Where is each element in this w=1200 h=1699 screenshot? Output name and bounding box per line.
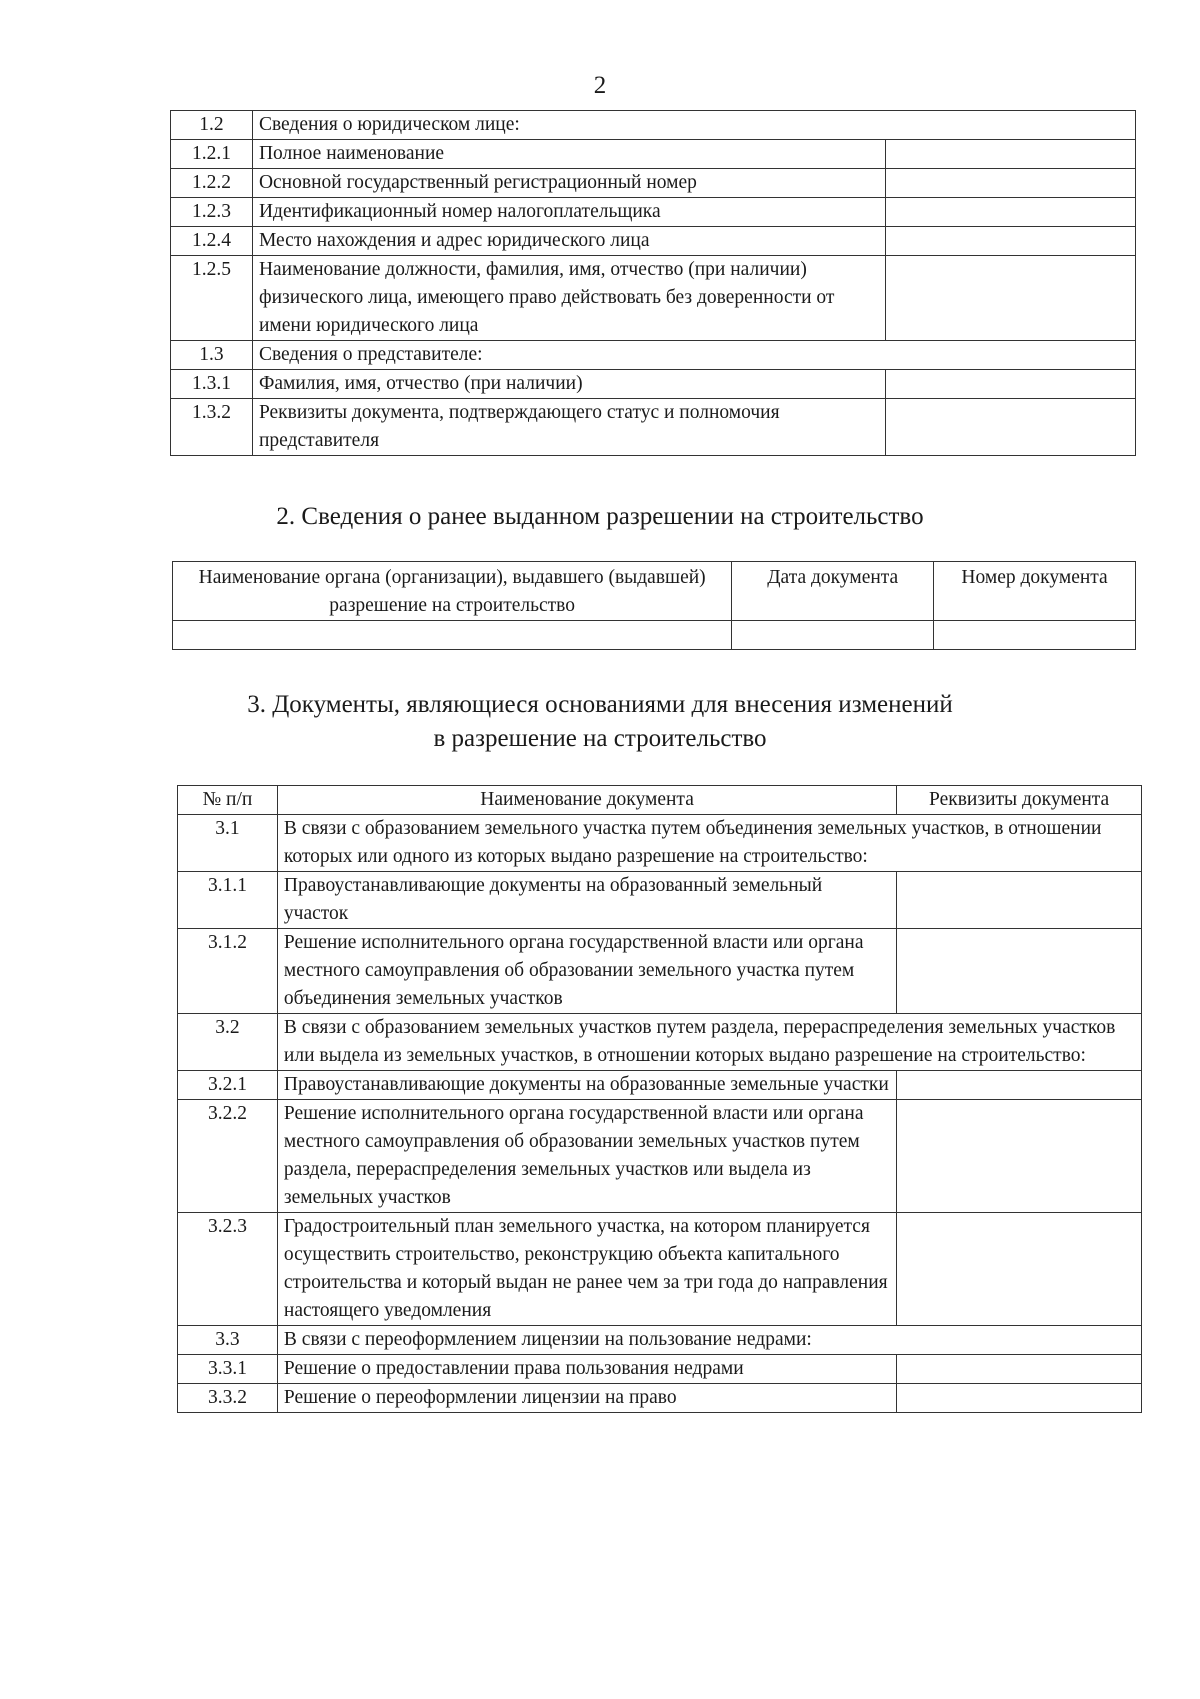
column-header: № п/п (178, 786, 278, 815)
column-header: Дата документа (732, 562, 934, 621)
row-label: Решение о предоставлении права пользования недрами (277, 1355, 896, 1384)
row-number: 3.3 (178, 1326, 278, 1355)
row-number: 3.2.3 (178, 1213, 278, 1326)
row-number: 3.2.1 (178, 1071, 278, 1100)
value-cell[interactable] (886, 140, 1136, 169)
row-label: Градостроительный план земельного участка, на котором планируется осуществить строительство, реконструкцию объекта капитального строительства и который выдан не ранее чем за три года до направления настоящего уведомления (277, 1213, 896, 1326)
column-header: Наименование органа (организации), выдавшего (выдавшей) разрешение на строительство (173, 562, 732, 621)
table-row (171, 169, 1136, 198)
row-number: 1.2.4 (171, 227, 253, 256)
value-cell[interactable] (886, 227, 1136, 256)
row-label: Реквизиты документа, подтверждающего статус и полномочия представителя (252, 399, 885, 456)
row-label: Полное наименование (252, 140, 885, 169)
table-row (178, 815, 1142, 872)
table-row (171, 399, 1136, 456)
value-cell[interactable] (897, 1213, 1142, 1326)
value-cell[interactable] (897, 1355, 1142, 1384)
row-number: 3.2.2 (178, 1100, 278, 1213)
column-header: Номер документа (934, 562, 1136, 621)
value-cell[interactable] (897, 1100, 1142, 1213)
value-cell[interactable] (886, 256, 1136, 341)
value-cell[interactable] (886, 169, 1136, 198)
row-label: Правоустанавливающие документы на образованные земельные участки (277, 1071, 896, 1100)
table-row (173, 621, 1136, 650)
table-row (171, 111, 1136, 140)
value-cell[interactable] (732, 621, 934, 650)
row-label: Место нахождения и адрес юридического лица (252, 227, 885, 256)
row-number: 1.2 (171, 111, 253, 140)
row-label: Сведения о юридическом лице: (252, 111, 1135, 140)
value-cell[interactable] (886, 399, 1136, 456)
value-cell[interactable] (886, 370, 1136, 399)
value-cell[interactable] (886, 198, 1136, 227)
row-label: Основной государственный регистрационный номер (252, 169, 885, 198)
value-cell[interactable] (934, 621, 1136, 650)
row-number: 3.2 (178, 1014, 278, 1071)
table-row (171, 256, 1136, 341)
row-label: Идентификационный номер налогоплательщика (252, 198, 885, 227)
row-number: 1.3 (171, 341, 253, 370)
previous-permit-table (172, 561, 1136, 650)
row-number: 1.2.5 (171, 256, 253, 341)
row-label: Сведения о представителе: (252, 341, 1135, 370)
section-3-title-line2: в разрешение на строительство (433, 725, 767, 752)
column-header: Реквизиты документа (897, 786, 1142, 815)
row-number: 3.3.2 (178, 1384, 278, 1413)
row-number: 3.1 (178, 815, 278, 872)
row-label: Решение исполнительного органа государственной власти или органа местного самоуправления об образовании земельного участка путем объединения земельных участков (277, 929, 896, 1014)
row-number: 3.1.1 (178, 872, 278, 929)
table-row (171, 227, 1136, 256)
table-row (178, 929, 1142, 1014)
row-number: 3.3.1 (178, 1355, 278, 1384)
table-row (178, 1100, 1142, 1213)
section-2-title: 2. Сведения о ранее выданном разрешении на строительство (276, 503, 924, 530)
row-number: 1.2.3 (171, 198, 253, 227)
row-label: Решение исполнительного органа государственной власти или органа местного самоуправления об образовании земельных участков путем раздела, перераспределения земельных участков или выдела из земельных участков (277, 1100, 896, 1213)
documents-table (177, 785, 1142, 1413)
table-row (171, 198, 1136, 227)
table-row (178, 1071, 1142, 1100)
table-header-row (178, 786, 1142, 815)
table-row (178, 1355, 1142, 1384)
row-label: Правоустанавливающие документы на образованный земельный участок (277, 872, 896, 929)
row-number: 1.2.2 (171, 169, 253, 198)
row-number: 1.3.2 (171, 399, 253, 456)
table-row (171, 341, 1136, 370)
section-3-title: 3. Документы, являющиеся основаниями для внесения изменений (247, 691, 953, 718)
value-cell[interactable] (897, 1071, 1142, 1100)
row-label: Решение о переоформлении лицензии на право (277, 1384, 896, 1413)
table-row (178, 1384, 1142, 1413)
row-label: В связи с образованием земельных участков путем раздела, перераспределения земельных участков или выдела из земельных участков, в отношении которых выдано разрешение на строительство: (277, 1014, 1141, 1071)
table-row (171, 370, 1136, 399)
row-number: 1.2.1 (171, 140, 253, 169)
row-label: Наименование должности, фамилия, имя, отчество (при наличии) физического лица, имеющего право действовать без доверенности от имени юридического лица (252, 256, 885, 341)
value-cell[interactable] (897, 1384, 1142, 1413)
value-cell[interactable] (897, 929, 1142, 1014)
row-label: В связи с образованием земельного участка путем объединения земельных участков, в отношении которых или одного из которых выдано разрешение на строительство: (277, 815, 1141, 872)
table-header-row (173, 562, 1136, 621)
table-row (171, 140, 1136, 169)
row-number: 1.3.1 (171, 370, 253, 399)
value-cell[interactable] (897, 872, 1142, 929)
row-label: Фамилия, имя, отчество (при наличии) (252, 370, 885, 399)
applicant-info-table (170, 110, 1136, 456)
row-label: В связи с переоформлением лицензии на пользование недрами: (277, 1326, 1141, 1355)
page-number: 2 (593, 72, 607, 99)
column-header: Наименование документа (277, 786, 896, 815)
table-row (178, 1326, 1142, 1355)
table-row (178, 872, 1142, 929)
table-row (178, 1014, 1142, 1071)
value-cell[interactable] (173, 621, 732, 650)
table-row (178, 1213, 1142, 1326)
row-number: 3.1.2 (178, 929, 278, 1014)
